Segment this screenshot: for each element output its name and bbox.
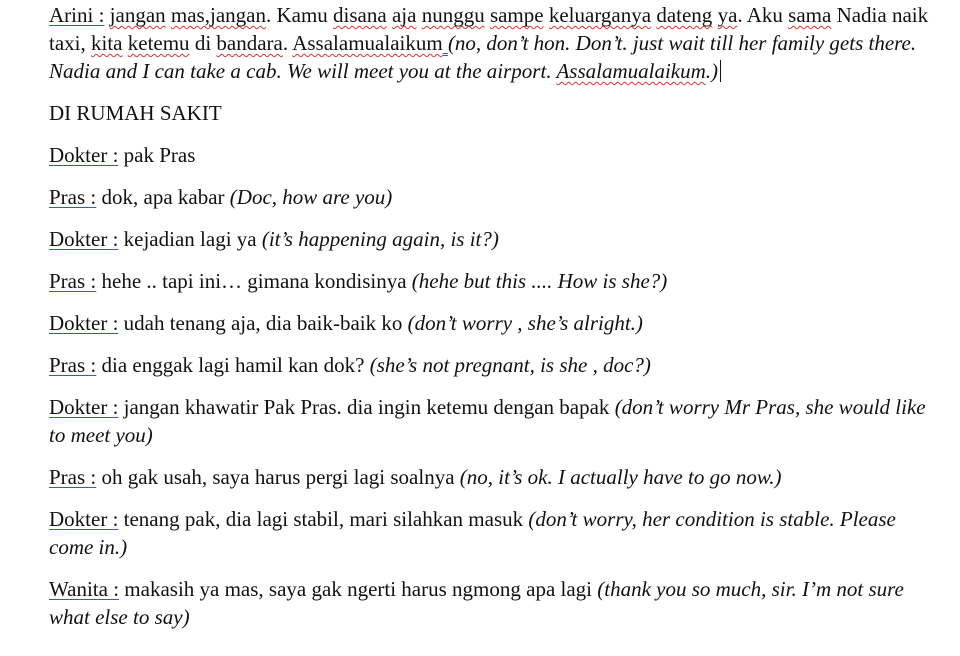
dialogue-text: udah tenang aja, dia baik-baik ko: [118, 311, 408, 335]
speaker-label: Pras :: [49, 353, 97, 377]
text-cursor: [720, 60, 721, 82]
translation-text: (she’s not pregnant, is she , doc?): [369, 353, 651, 377]
dialogue-text: dia enggak lagi hamil kan dok?: [96, 353, 370, 377]
speaker-label: Dokter :: [49, 143, 119, 167]
speaker-label: Dokter :: [49, 395, 119, 419]
dialogue-text: tenang pak, dia lagi stabil, mari silahkan masuk: [118, 507, 529, 531]
dialogue-line: [49, 505, 929, 561]
speaker-label: Arini :: [49, 3, 105, 27]
translation-text: (no, it’s ok. I actually have to go now.): [459, 465, 782, 489]
speaker-label: Pras :: [49, 465, 97, 489]
document-body: [49, 0, 929, 645]
dialogue-line: [49, 183, 929, 211]
speaker-label: Dokter :: [49, 507, 119, 531]
dialogue-text: pak Pras: [118, 143, 196, 167]
dialogue-text: makasih ya mas, saya gak ngerti harus ngmong apa lagi: [119, 577, 598, 601]
translation-text: (thank you so much, sir. I’m not sure what else to say): [49, 577, 904, 629]
dialogue-line: [49, 309, 929, 337]
speaker-label: Pras :: [49, 269, 97, 293]
dialogue-text: hehe .. tapi ini… gimana kondisinya: [96, 269, 412, 293]
dialogue-text: kejadian lagi ya: [118, 227, 262, 251]
scene-heading: DI RUMAH SAKIT: [49, 101, 222, 125]
dialogue-line: [49, 267, 929, 295]
translation-text: (it’s happening again, is it?): [261, 227, 499, 251]
dialogue-text: jangan mas,jangan. Kamu disana aja nunggu sampe keluarganya dateng ya. Aku sama Nadia naik taxi, kita ketemu di bandara. Assalamualaikum: [49, 3, 929, 55]
dialogue-text: jangan khawatir Pak Pras. dia ingin ketemu dengan bapak: [118, 395, 615, 419]
dialogue-paragraph-arini: [49, 1, 929, 85]
dialogue-line: [49, 141, 929, 169]
translation-text: (Doc, how are you): [229, 185, 393, 209]
dialogue-line: [49, 225, 929, 253]
speaker-label: Wanita :: [49, 577, 120, 601]
speaker-label: Pras :: [49, 185, 97, 209]
dialogue-line: [49, 575, 929, 631]
translation-text: (don’t worry , she’s alright.): [407, 311, 643, 335]
speaker-label: Dokter :: [49, 311, 119, 335]
dialogue-line: [49, 463, 929, 491]
dialogue-line: [49, 393, 929, 449]
dialogue-text: oh gak usah, saya harus pergi lagi soalnya: [96, 465, 460, 489]
translation-text: (don’t worry, her condition is stable. Please come in.): [49, 507, 896, 559]
translation-text: (hehe but this .... How is she?): [411, 269, 668, 293]
speaker-label: Dokter :: [49, 227, 119, 251]
translation-text: (don’t worry Mr Pras, she would like to meet you): [49, 395, 926, 447]
translation-text: (no, don’t hon. Don’t. just wait till her family gets there. Nadia and I can take a cab. We will meet you at the airport. Assalamualaikum.): [49, 31, 917, 83]
dialogue-line: [49, 351, 929, 379]
dialogue-text: dok, apa kabar: [96, 185, 230, 209]
